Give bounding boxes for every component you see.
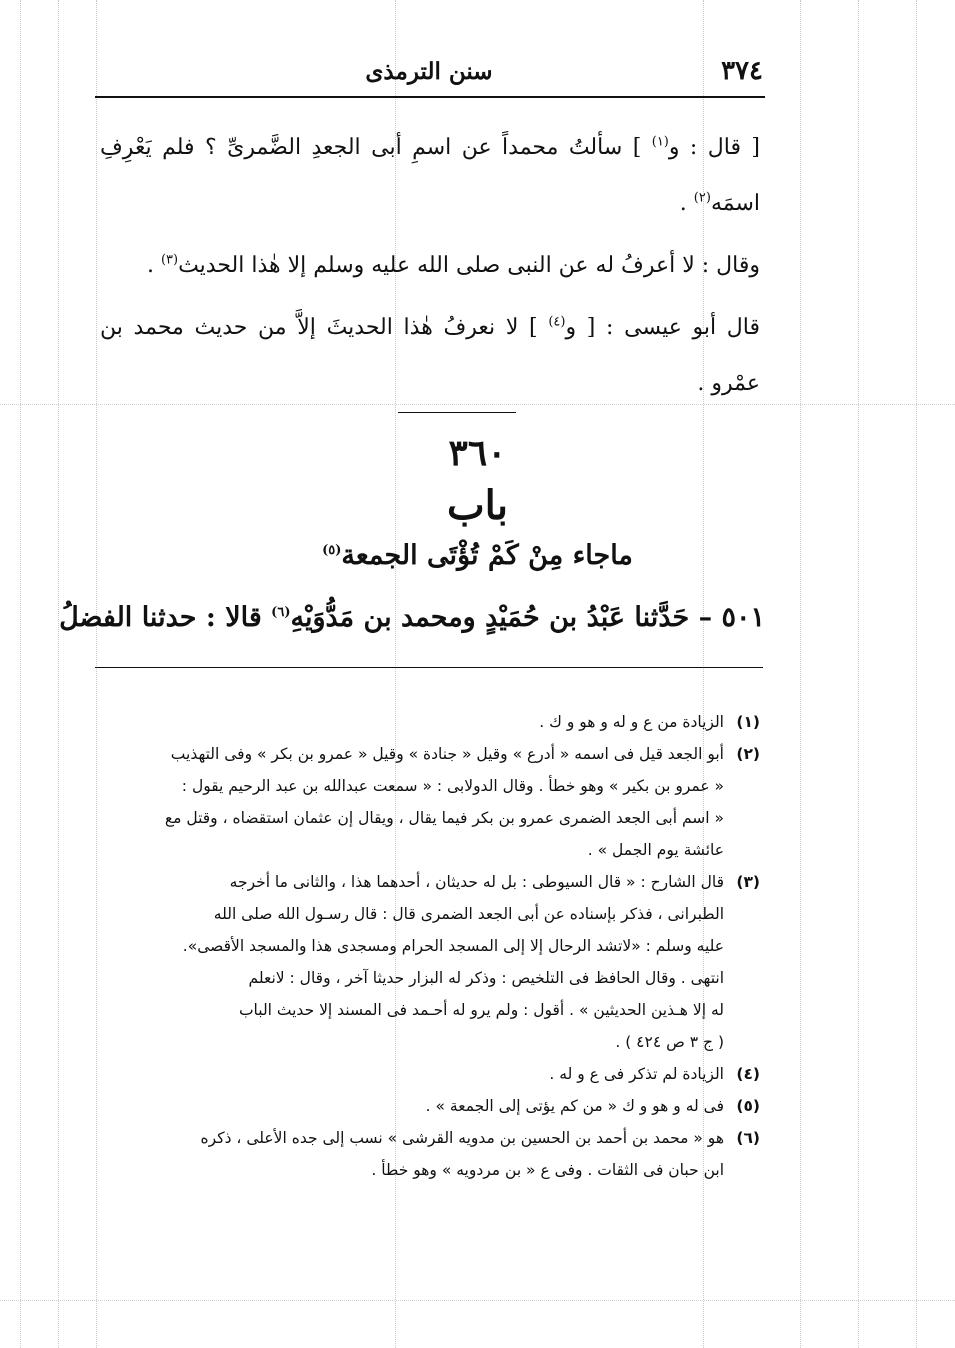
paragraph-text: قال أبو عيسى : [ و	[565, 315, 761, 340]
paragraph-text: .	[679, 191, 694, 216]
footnote-number: (٣)	[736, 873, 760, 891]
footnote	[100, 1122, 760, 1186]
hadith-text: ٥٠١ – حَدَّثنا عَبْدُ بن حُمَيْدٍ ومحمد بن مَدُّوَيْهِ	[290, 602, 765, 633]
scan-guide-line	[20, 0, 21, 1348]
footnote-line: الطبرانى ، فذكر بإسناده عن أبى الجعد الضمرى قال : قال رسـول الله صلى الله	[213, 905, 724, 923]
footnote-text	[100, 866, 724, 1058]
footnote-text	[100, 706, 724, 738]
running-title: سنن الترمذى	[365, 58, 493, 85]
footnote-line: « اسم أبى الجعد الضمرى عمرو بن بكر فيما يقال ، ويقال إن عثمان استقضاه ، وقتل مع	[164, 809, 724, 827]
scan-guide-line	[96, 0, 97, 1348]
hadith-text: قالا : حدثنا الفضلُ	[59, 602, 272, 633]
footnote	[100, 866, 760, 1058]
footnote-text	[100, 738, 724, 866]
paragraph-text: .	[146, 253, 161, 278]
footnote-line: هو « محمد بن أحمد بن الحسين بن مدويه القرشى » نسب إلى جده الأعلى ، ذكره	[200, 1129, 724, 1147]
paragraph-text: ] سألتُ محمداً عن اسمِ أبى الجعدِ الضَّمرىِّ ؟ فلم يَعْرِفِ اسمَه	[100, 135, 760, 216]
footnote	[100, 706, 760, 738]
footnote-reference: (٢)	[693, 190, 711, 206]
footnote-line: ( ج ٣ ص ٤٢٤ ) .	[615, 1033, 724, 1051]
scan-guide-line	[0, 1300, 955, 1301]
header-rule	[95, 96, 765, 98]
footnote-number: (١)	[736, 713, 760, 731]
footnote-number: (٢)	[736, 745, 760, 763]
footnotes	[100, 706, 760, 1186]
footnote-reference: (٦)	[271, 605, 291, 620]
footnote-text	[100, 1122, 724, 1186]
paragraph-1	[100, 120, 760, 232]
paragraph-text: وقال : لا أعرفُ له عن النبى صلى الله عليه وسلم إلا هٰذا الحديث	[178, 253, 760, 278]
paragraph-3	[100, 300, 760, 412]
scan-guide-line	[800, 0, 801, 1348]
footnote-number: (٦)	[736, 1129, 760, 1147]
footnote-rule	[95, 667, 763, 668]
chapter-title	[0, 540, 955, 571]
footnote-text	[100, 1058, 724, 1090]
section-divider	[398, 412, 516, 413]
footnote-text	[100, 1090, 724, 1122]
paragraph-text: [ قال : و	[668, 135, 760, 160]
footnote-line: قال الشارح : « قال السيوطى : بل له حديثان ، أحدهما هذا ، والثانى ما أخرجه	[229, 873, 724, 891]
footnote-line: الزيادة لم تذكر فى ع و له .	[549, 1065, 724, 1083]
footnote-reference: (١)	[651, 134, 669, 150]
footnote-number: (٥)	[736, 1097, 760, 1115]
footnote-number: (٤)	[736, 1065, 760, 1083]
chapter-number: ٣٦٠	[448, 432, 507, 474]
footnote-line: الزيادة من ع و له و هو و ك .	[539, 713, 724, 731]
body-text	[100, 120, 760, 418]
scan-guide-line	[916, 0, 917, 1348]
footnote-line: عائشة يوم الجمل » .	[587, 841, 724, 859]
footnote-line: له إلا هـذين الحديثين » . أقول : ولم يرو له أحـمد فى المسند إلا حديث الباب	[238, 1001, 724, 1019]
paragraph-2	[100, 238, 760, 294]
chapter-label: باب	[447, 482, 508, 529]
footnote-line: عليه وسلم : «لاتشد الرحال إلا إلى المسجد الحرام ومسجدى هذا والمسجد الأقصى».	[182, 937, 724, 955]
paragraph-text: ] لا نعرفُ هٰذا الحديثَ إلاَّ من حديث محمد بن عمْرو .	[100, 315, 760, 396]
footnote	[100, 738, 760, 866]
footnote-reference: (٣)	[160, 252, 179, 268]
footnote-line: انتهى . وقال الحافظ فى التلخيص : وذكر له البزار حديثا آخر ، وقال : لانعلم	[248, 969, 724, 987]
footnote-line: أبو الجعد قيل فى اسمه « أدرع » وقيل « جنادة » وقيل « عمرو بن بكر » وفى التهذيب	[170, 745, 724, 763]
footnote	[100, 1090, 760, 1122]
footnote-line: ابن حبان فى الثقات . وفى ع « بن مردويه » وهو خطأ .	[371, 1161, 724, 1179]
footnote-reference: (٥)	[322, 543, 342, 558]
footnote	[100, 1058, 760, 1090]
footnote-line: « عمرو بن بكير » وهو خطأ . وقال الدولابى : « سمعت عبدالله بن عبد الرحيم يقول :	[181, 777, 724, 795]
footnote-line: فى له و هو و ك « من كم يؤتى إلى الجمعة » .	[425, 1097, 724, 1115]
page-number: ٣٧٤	[721, 56, 763, 86]
scan-guide-line	[58, 0, 59, 1348]
scan-guide-line	[858, 0, 859, 1348]
footnote-reference: (٤)	[548, 314, 566, 330]
hadith-opening	[59, 602, 765, 633]
running-header	[95, 52, 763, 92]
chapter-title-text: ماجاء مِنْ كَمْ تُؤْتَى الجمعة	[341, 540, 633, 571]
